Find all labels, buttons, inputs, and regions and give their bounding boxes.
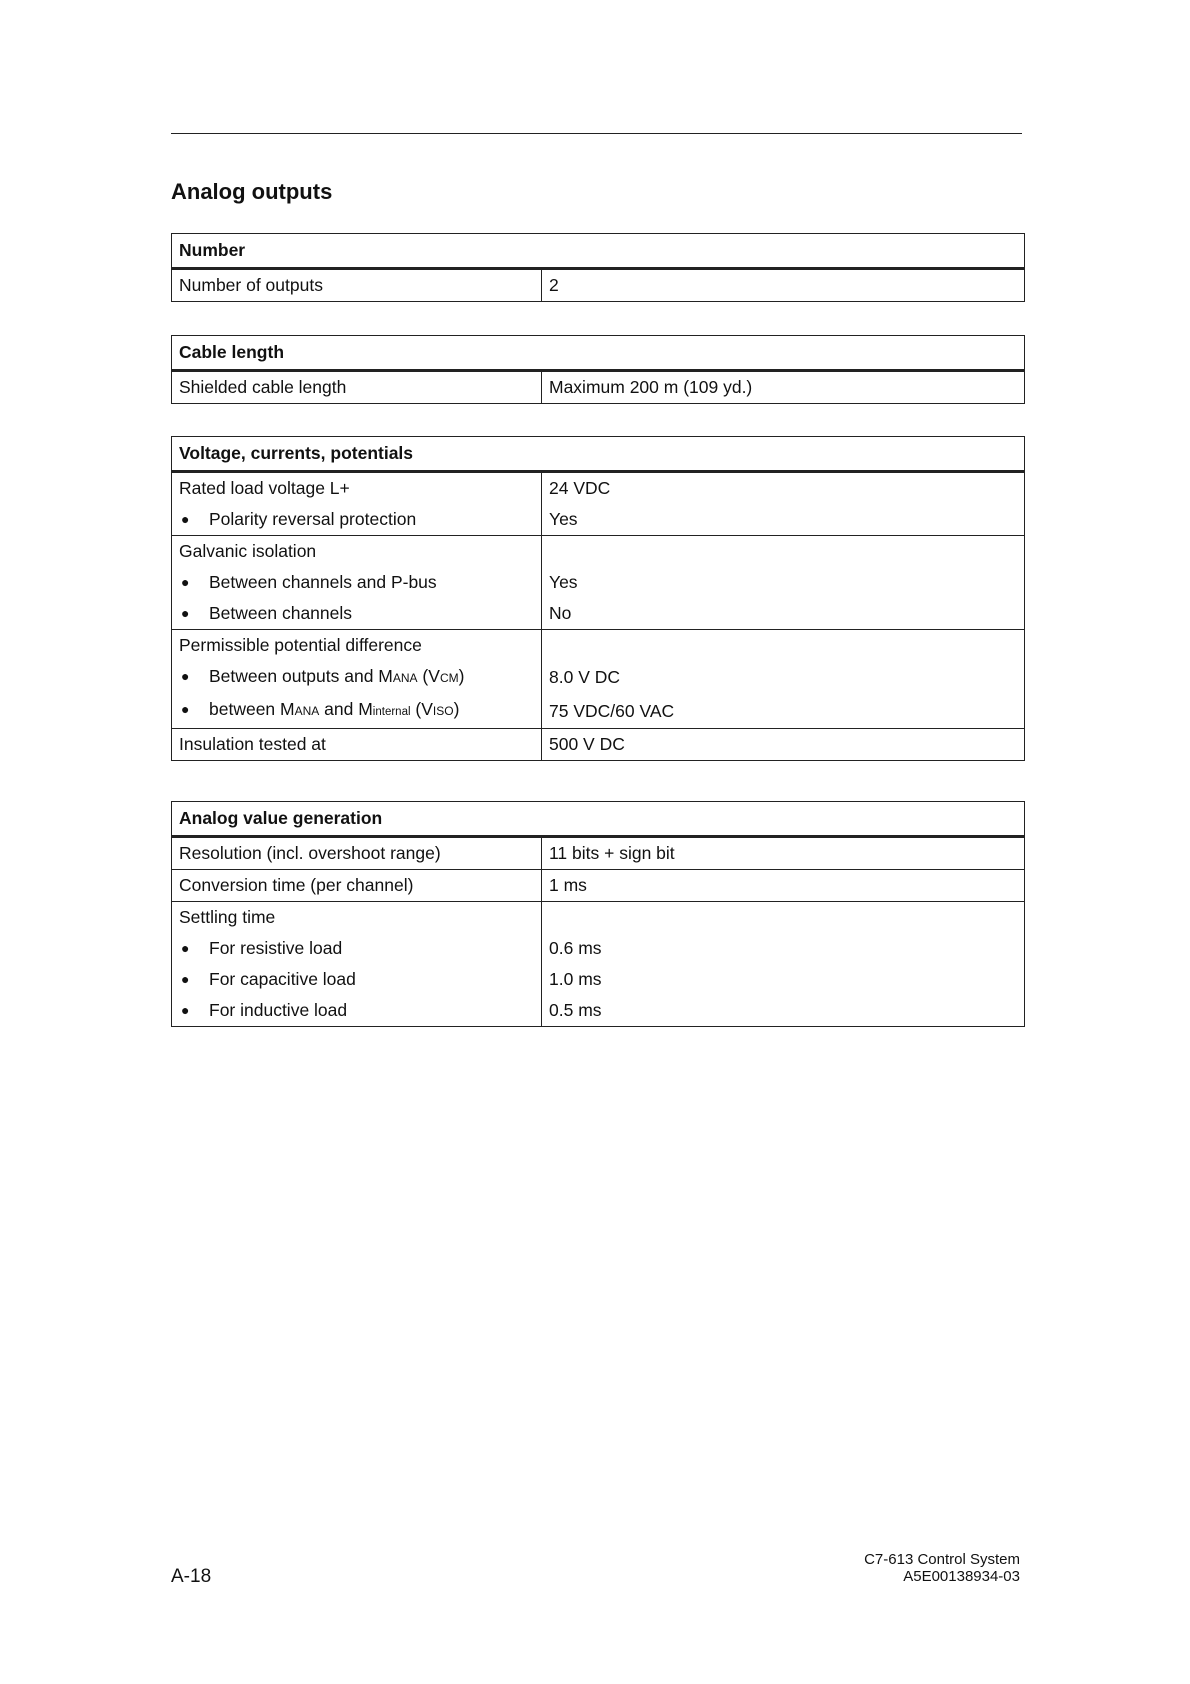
row-value: No: [542, 598, 1025, 630]
bullet-icon: ●: [181, 940, 190, 956]
row-value: 11 bits + sign bit: [542, 837, 1025, 870]
table-row: [172, 567, 1025, 598]
row-label: Permissible potential difference: [172, 630, 542, 662]
row-value: [542, 630, 1025, 662]
table-row: [172, 504, 1025, 536]
cable-table-header: Cable length: [172, 336, 1025, 371]
bullet-icon: ●: [181, 574, 190, 590]
row-value: Yes: [542, 504, 1025, 536]
analog-table: [171, 801, 1025, 1027]
row-label: Galvanic isolation: [172, 536, 542, 568]
table-row: [172, 661, 1025, 694]
table-row: [172, 995, 1025, 1027]
row-value: 2: [542, 269, 1025, 302]
row-value: 75 VDC/60 VAC: [542, 694, 1025, 729]
row-label: ● For resistive load: [172, 933, 542, 964]
table-row: [172, 630, 1025, 662]
table-row: [172, 371, 1025, 404]
row-value: Yes: [542, 567, 1025, 598]
table-row: [172, 964, 1025, 995]
row-value: 8.0 V DC: [542, 661, 1025, 694]
row-label: Shielded cable length: [172, 371, 542, 404]
row-value: 24 VDC: [542, 472, 1025, 505]
row-label: ● Between outputs and MANA (VCM): [172, 661, 542, 694]
footer-manual-info: [864, 1551, 1020, 1585]
bullet-icon: ●: [181, 605, 190, 621]
row-value: 1 ms: [542, 870, 1025, 902]
table-row: [172, 933, 1025, 964]
table-row: [172, 837, 1025, 870]
row-value: [542, 536, 1025, 568]
bullet-icon: ●: [181, 511, 190, 527]
row-value: 0.6 ms: [542, 933, 1025, 964]
row-label: ● Between channels: [172, 598, 542, 630]
table-row: [172, 694, 1025, 729]
row-label: ● Between channels and P-bus: [172, 567, 542, 598]
bullet-icon: ●: [181, 668, 190, 684]
row-label: ● between MANA and Minternal (VISO): [172, 694, 542, 729]
bullet-icon: ●: [181, 701, 190, 717]
table-row: [172, 729, 1025, 761]
table-row: [172, 472, 1025, 505]
row-label: Conversion time (per channel): [172, 870, 542, 902]
row-label: Number of outputs: [172, 269, 542, 302]
row-value: Maximum 200 m (109 yd.): [542, 371, 1025, 404]
row-label: Insulation tested at: [172, 729, 542, 761]
page-number: A-18: [171, 1566, 212, 1587]
number-table: [171, 233, 1025, 302]
table-row: [172, 902, 1025, 934]
cable-table: [171, 335, 1025, 404]
section-heading: Analog outputs: [171, 179, 333, 204]
row-value: 0.5 ms: [542, 995, 1025, 1027]
row-label: Resolution (incl. overshoot range): [172, 837, 542, 870]
row-label: ● For capacitive load: [172, 964, 542, 995]
row-value: 1.0 ms: [542, 964, 1025, 995]
bullet-icon: ●: [181, 1002, 190, 1018]
row-label: ● Polarity reversal protection: [172, 504, 542, 536]
number-table-header: Number: [172, 234, 1025, 269]
row-label: Rated load voltage L+: [172, 472, 542, 505]
row-label: ● For inductive load: [172, 995, 542, 1027]
manual-title: C7-613 Control System: [864, 1551, 1020, 1568]
bullet-icon: ●: [181, 971, 190, 987]
header-rule: [171, 133, 1022, 134]
analog-table-header: Analog value generation: [172, 802, 1025, 837]
row-label: Settling time: [172, 902, 542, 934]
table-row: [172, 598, 1025, 630]
voltage-table: [171, 436, 1025, 761]
table-row: [172, 870, 1025, 902]
table-row: [172, 269, 1025, 302]
row-value: 500 V DC: [542, 729, 1025, 761]
row-value: [542, 902, 1025, 934]
voltage-table-header: Voltage, currents, potentials: [172, 437, 1025, 472]
table-row: [172, 536, 1025, 568]
order-number: A5E00138934-03: [903, 1568, 1020, 1585]
